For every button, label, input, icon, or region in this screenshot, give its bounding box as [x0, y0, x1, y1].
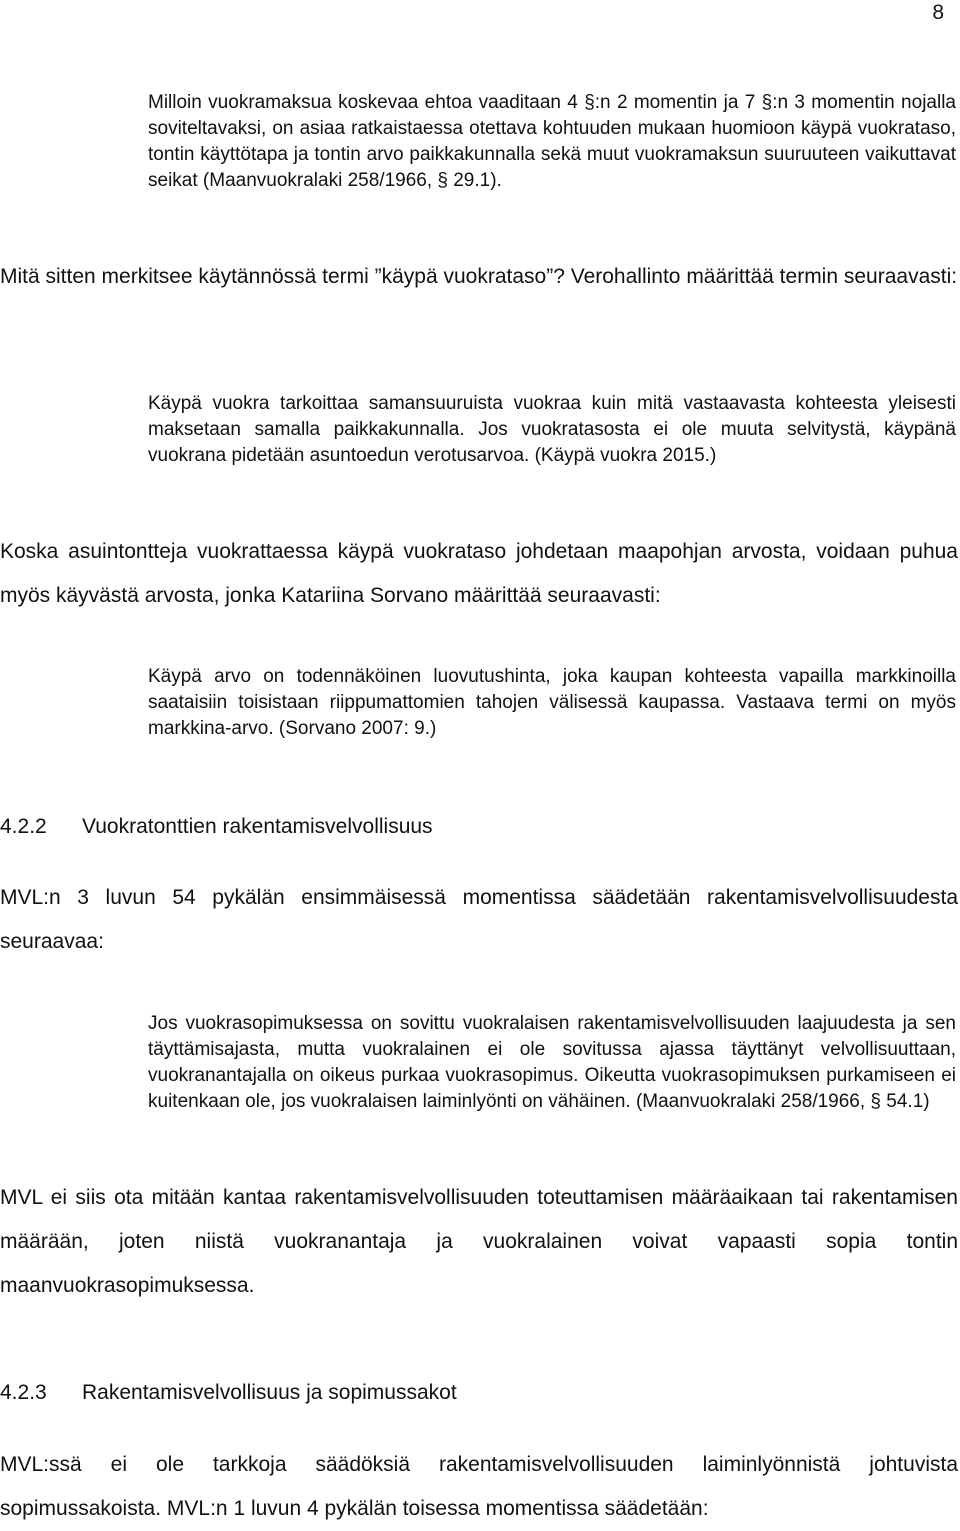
paragraph-kayva-arvo-intro: Koska asuintontteja vuokrattaessa käypä vuokrataso johdetaan maapohjan arvosta, voidaan puhua myös käyvästä arvosta, jonka Katariina Sorvano määrittää seuraavasti:: [0, 540, 958, 607]
section-title: Vuokratonttien rakentamisvelvollisuus: [82, 815, 433, 838]
section-title: Rakentamisvelvollisuus ja sopimussakot: [82, 1381, 457, 1404]
section-number: 4.2.3: [0, 1381, 47, 1404]
paragraph-sopimussakot: MVL:ssä ei ole tarkkoja säädöksiä rakentamisvelvollisuuden laiminlyönnistä johtuvista sopimussakoista. MVL:n 1 luvun 4 pykälän toisessa momentissa säädetään:: [0, 1453, 958, 1520]
section-heading-4-2-2: [0, 814, 433, 840]
quote-maanvuokralaki-29: Milloin vuokramaksua koskevaa ehtoa vaaditaan 4 §:n 2 momentin ja 7 §:n 3 momentin nojalla soviteltavaksi, on asiaa ratkaistaessa otettava kohtuuden mukaan huomioon käypä vuokrataso, tontin käyttötapa ja tontin arvo paikkakunnalla sekä muut vuokramaksun suuruuteen vaikuttavat seikat (Maanvuokralaki 258/1966, § 29.1).: [148, 92, 956, 191]
quote-maanvuokralaki-54: Jos vuokrasopimuksessa on sovittu vuokralaisen rakentamisvelvollisuuden laajuudesta ja sen täyttämisajasta, mutta vuokralainen ei ole sovitussa ajassa täyttänyt velvollisuuttaan, vuokranantajalla on oikeus purkaa vuokrasopimus. Oikeutta vuokrasopimuksen purkamiseen ei kuitenkaan ole, jos vuokralaisen laiminlyönti on vähäinen. (Maanvuokralaki 258/1966, § 54.1): [148, 1013, 956, 1112]
quote-verohallinto-kaypa-vuokra: Käypä vuokra tarkoittaa samansuuruista vuokraa kuin mitä vastaavasta kohteesta yleisesti maksetaan samalla paikkakunnalla. Jos vuokratasosta ei ole muuta selvitystä, käypänä vuokrana pidetään asuntoedun verotusarvoa. (Käypä vuokra 2015.): [148, 393, 956, 466]
section-heading-4-2-3: [0, 1380, 457, 1406]
page-number: 8: [932, 1, 944, 24]
paragraph-mvl-54-intro: MVL:n 3 luvun 54 pykälän ensimmäisessä momentissa säädetään rakentamisvelvollisuudesta seuraavaa:: [0, 886, 958, 953]
paragraph-mvl-ei-kantaa: MVL ei siis ota mitään kantaa rakentamisvelvollisuuden toteuttamisen määräaikaan tai rakentamisen määrään, joten niistä vuokranantaja ja vuokralainen voivat vapaasti sopia tontin maanvuokrasopimuksessa.: [0, 1186, 958, 1297]
section-number: 4.2.2: [0, 815, 47, 838]
paragraph-kaypa-vuokrataso-question: Mitä sitten merkitsee käytännössä termi ”käypä vuokrataso”? Verohallinto määrittää termin seuraavasti:: [0, 265, 958, 288]
quote-sorvano-kaypa-arvo: Käypä arvo on todennäköinen luovutushinta, joka kaupan kohteesta vapailla markkinoilla saataisiin toisistaan riippumattomien tahojen välisessä kaupassa. Vastaava termi on myös markkina-arvo. (Sorvano 2007: 9.): [148, 666, 956, 739]
